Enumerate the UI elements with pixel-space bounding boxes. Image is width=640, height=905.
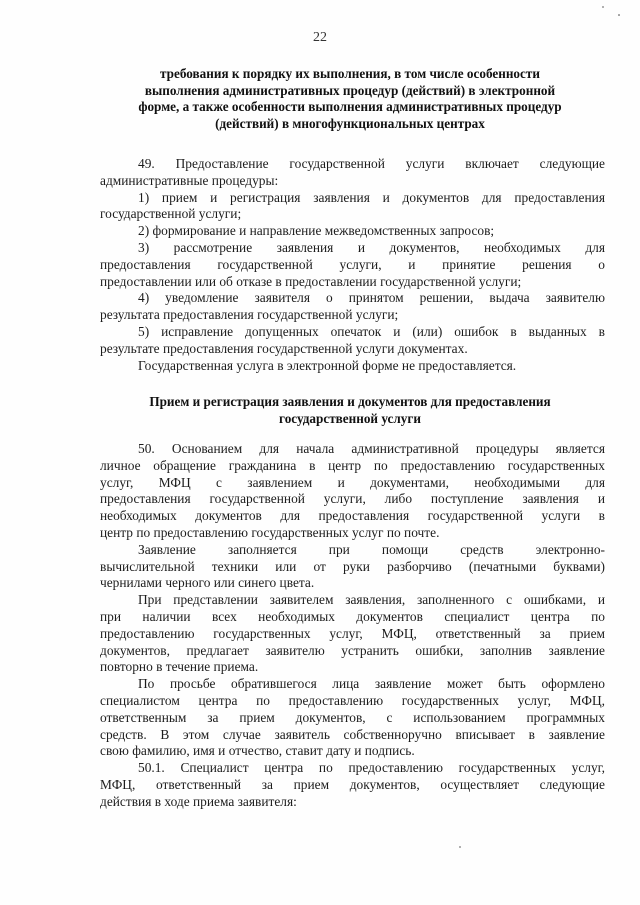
heading-line: государственной услуги [279,410,421,426]
text-line: ответственным за прием документов, с использованием программных [100,709,605,725]
section-heading-reception [100,394,600,427]
paragraph-block-50 [100,441,605,811]
text-line: повторно в течение приема. [100,659,259,675]
text-line: Заявление заполняется при помощи средств электронно- [138,541,605,557]
text-line: административные процедуры: [100,172,279,188]
text-line: центр по предоставлению государственных услуг по почте. [100,524,440,540]
text-line: 2) формирование и направление межведомственных запросов; [138,223,495,239]
text-line: 50. Основанием для начала административной процедуры является [138,441,605,456]
text-line: Государственная услуга в электронной форме не предоставляется. [138,357,517,373]
scan-speck [618,14,620,16]
scan-speck [459,846,461,848]
section-heading-top [100,66,600,132]
text-line: 4) уведомление заявителя о принятом решении, выдача заявителю [138,290,605,306]
text-line: результате предоставления государственной услуги документах. [100,340,468,356]
text-line: 50.1. Специалист центра по предоставлению государственных услуг, [138,760,605,776]
paragraph-block-49 [100,156,605,374]
text-line: действия в ходе приема заявителя: [100,793,297,809]
text-line: МФЦ, ответственный за прием документов, осуществляет следующие [100,776,605,792]
text-line: предоставлению государственных услуг, МФЦ, ответственный за прием [100,625,605,641]
text-line: результата предоставления государственной услуги; [100,307,399,323]
page-number: 22 [313,30,327,45]
text-line: При представлении заявителем заявления, заполненного с ошибками, и [138,592,605,608]
heading-line: форме, а также особенности выполнения административных процедур [138,99,562,114]
text-line: предоставления государственной услуги, и принятие решения о [100,256,605,272]
text-line: 49. Предоставление государственной услуги включает следующие [138,156,605,171]
text-line: документов, предлагает заявителю устранить ошибки, заполнив заявление [100,642,605,658]
text-line: предоставлении или об отказе в предоставлении государственной услуги; [100,273,522,289]
text-line: государственной услуги; [100,206,242,222]
text-line: 5) исправление допущенных опечаток и (или) ошибок в выданных в [138,323,605,339]
text-line: вычислительной техники или от руки разборчиво (печатными буквами) [100,558,605,574]
text-line: личное обращение гражданина в центр по предоставлению государственных [100,457,605,473]
text-line: предоставления государственной услуги, либо поступление заявления и [100,491,605,507]
text-line: свою фамилию, имя и отчество, ставит дату и подпись. [100,743,415,759]
heading-line: требования к порядку их выполнения, в том числе особенности [160,66,540,81]
text-line: специалистом центра по предоставлению государственных услуг, МФЦ, [100,692,605,708]
text-line: при наличии всех необходимых документов специалист центра по [100,608,605,624]
scan-speck [602,6,604,8]
text-line: чернилами черного или синего цвета. [100,575,315,591]
heading-line: выполнения административных процедур (действий) в электронной [144,82,556,98]
text-line: По просьбе обратившегося лица заявление может быть оформлено [138,676,605,692]
heading-line: (действий) в многофункциональных центрах [215,115,485,131]
text-line: средств. В этом случае заявитель собственноручно вписывает в заявление [100,726,605,742]
text-line: услуг, МФЦ с заявлением и документами, необходимыми для [100,474,605,490]
text-line: необходимых документов для предоставления государственной услуги в [100,508,605,524]
text-line: 1) прием и регистрация заявления и документов для предоставления [138,189,605,205]
heading-line: Прием и регистрация заявления и документов для предоставления [149,394,551,409]
text-line: 3) рассмотрение заявления и документов, необходимых для [138,239,605,255]
